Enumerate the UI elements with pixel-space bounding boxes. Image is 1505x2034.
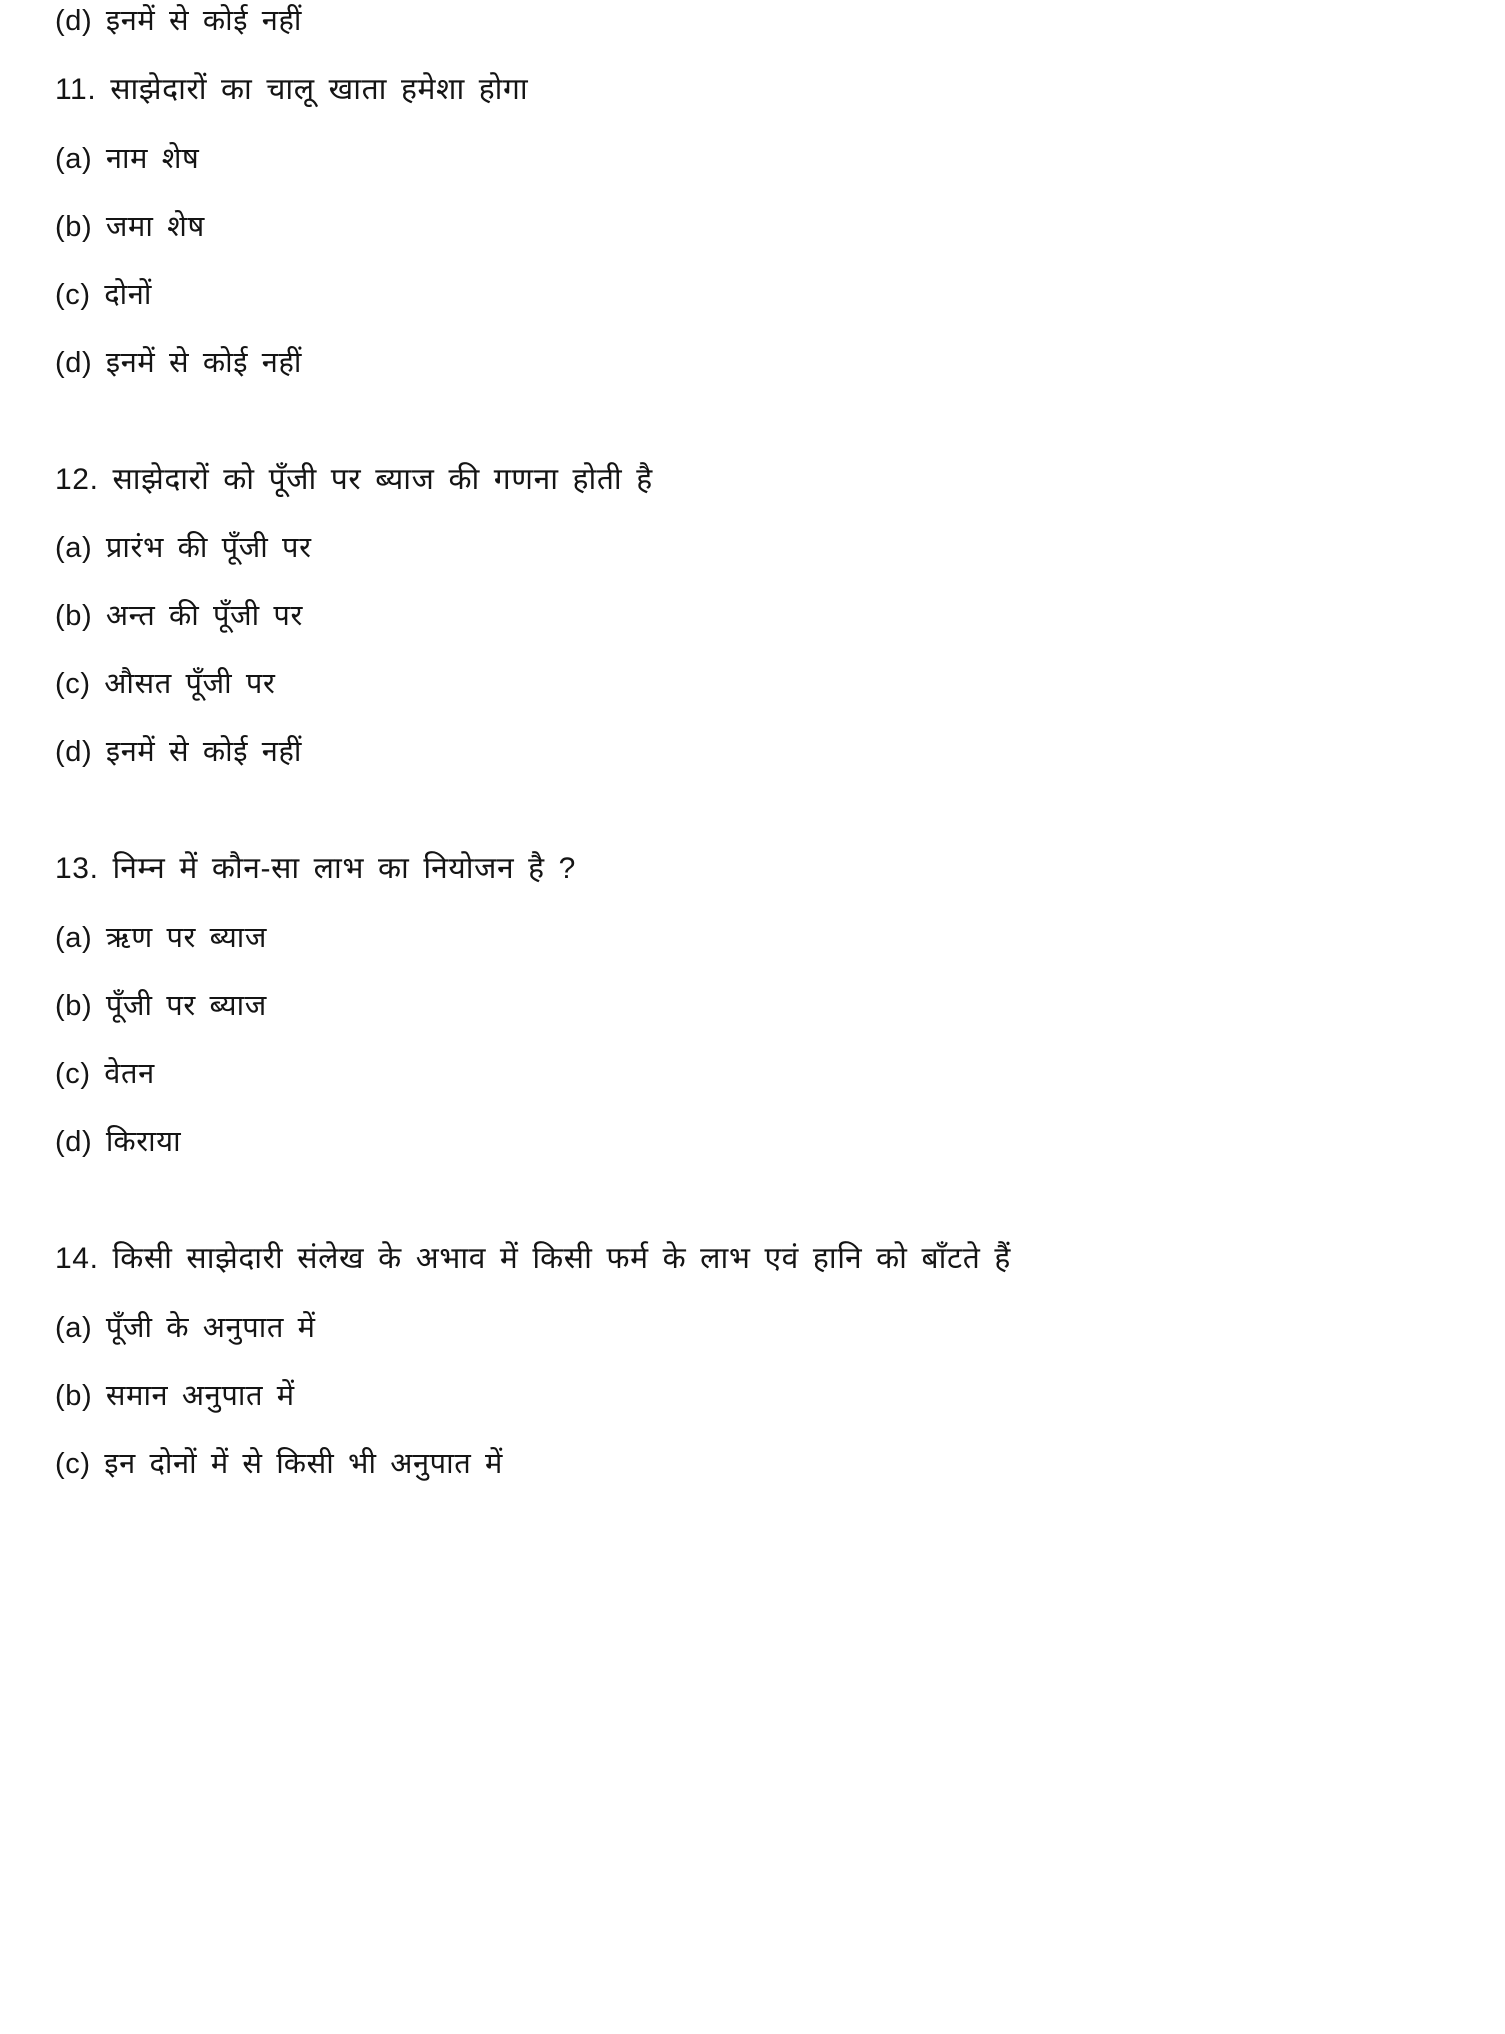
option-text: (d) इनमें से कोई नहीं: [55, 346, 302, 379]
option-text: (b) अन्त की पूँजी पर: [55, 600, 303, 633]
option-text: (c) वेतन: [55, 1058, 155, 1091]
question-text: 13. निम्न में कौन-सा लाभ का नियोजन है ?: [55, 852, 576, 886]
question-text: 14. किसी साझेदारी संलेख के अभाव में किसी फर्म के लाभ एवं हानि को बाँटते हैं: [55, 1242, 1011, 1276]
section-gap: [55, 384, 1450, 458]
option-text: (c) दोनों: [55, 278, 152, 311]
option-text: (d) किराया: [55, 1126, 182, 1159]
option-text: (c) इन दोनों में से किसी भी अनुपात में: [55, 1447, 503, 1480]
orphan-option-block: [55, 0, 1450, 42]
option-text: (b) पूँजी पर ब्याज: [55, 989, 267, 1022]
option-text: (a) प्रारंभ की पूँजी पर: [55, 532, 312, 565]
section-gap: [55, 773, 1450, 847]
question-block-13: [55, 847, 1450, 1163]
section-gap: [55, 1163, 1450, 1237]
question-text: 12. साझेदारों को पूँजी पर ब्याज की गणना होती है: [55, 462, 653, 496]
option-text: (b) जमा शेष: [55, 210, 205, 243]
option-text: (c) औसत पूँजी पर: [55, 668, 276, 701]
question-block-14: [55, 1237, 1450, 1485]
option-text: (d) इनमें से कोई नहीं: [55, 5, 302, 37]
question-text: 11. साझेदारों का चालू खाता हमेशा होगा: [55, 73, 529, 107]
question-block-12: [55, 458, 1450, 774]
option-text: (b) समान अनुपात में: [55, 1379, 295, 1412]
option-text: (a) नाम शेष: [55, 142, 200, 175]
option-text: (d) इनमें से कोई नहीं: [55, 736, 302, 769]
question-block-11: [55, 68, 1450, 384]
option-text: (a) पूँजी के अनुपात में: [55, 1311, 316, 1344]
option-text: (a) ऋण पर ब्याज: [55, 921, 268, 954]
